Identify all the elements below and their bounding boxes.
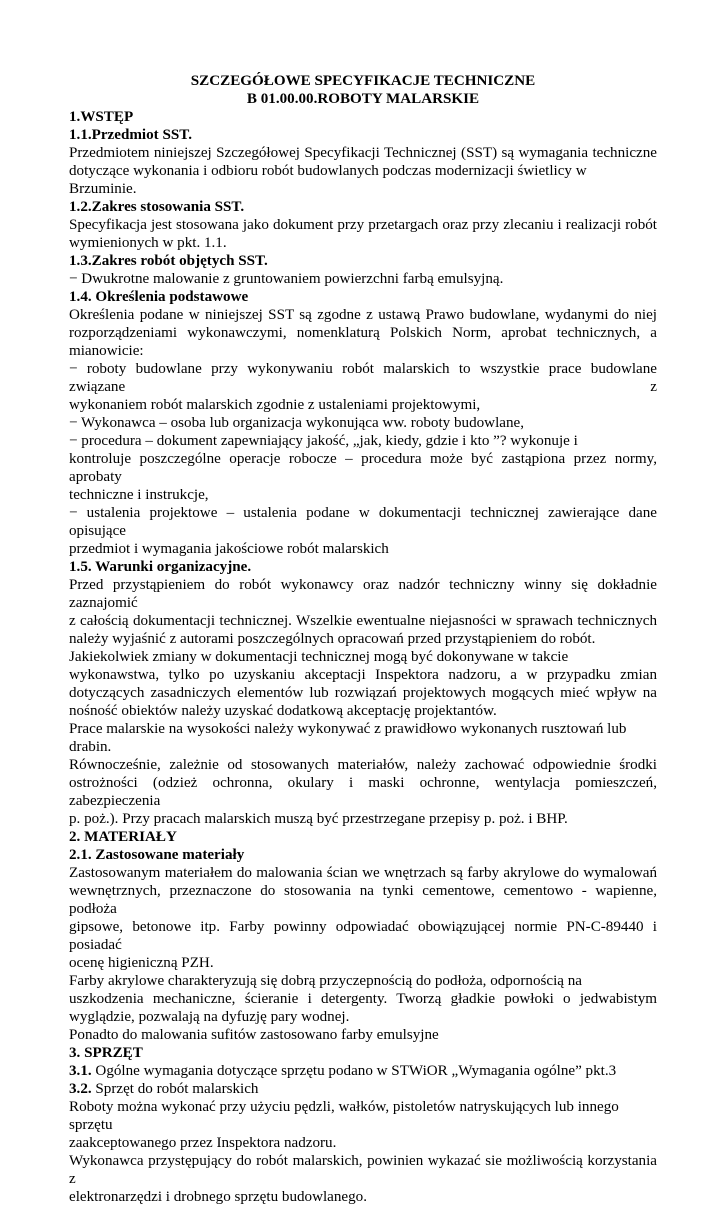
- section-1-4-line: techniczne i instrukcje,: [69, 487, 209, 503]
- section-1-4-line: mianowicie:: [69, 343, 144, 359]
- section-3-heading: 3. SPRZĘT: [69, 1045, 143, 1061]
- document-title-line-1: SZCZEGÓŁOWE SPECYFIKACJE TECHNICZNE: [190, 73, 536, 89]
- document-title-line-2: B 01.00.00.ROBOTY MALARSKIE: [246, 91, 480, 107]
- section-2-1-line: gipsowe, betonowe itp. Farby powinny odpowiadać obowiązującej normie PN-C-89440 i posiadać: [69, 919, 657, 953]
- section-3-1-line: [69, 1062, 657, 1080]
- section-1-5-line: Prace malarskie na wysokości należy wykonywać z prawidłowo wykonanych rusztowań lub drabin.: [69, 721, 627, 755]
- section-1-5-line: Przed przystąpieniem do robót wykonawcy oraz nadzór techniczny winny się dokładnie zaznajomić: [69, 577, 657, 611]
- section-1-4-line: kontroluje poszczególne operacje robocze – procedura może być zastąpiona przez normy, aprobaty: [69, 451, 657, 485]
- section-1-5-line: z całością dokumentacji technicznej. Wszelkie ewentualne niejasności w sprawach technicznych: [69, 613, 657, 629]
- section-1-5-line: p. poż.). Przy pracach malarskich muszą być przestrzegane przepisy p. poż. i BHP.: [69, 811, 568, 827]
- section-1-1-heading: 1.1.Przedmiot SST.: [69, 127, 192, 143]
- section-1-4-line: Określenia podane w niniejszej SST są zgodne z ustawą Prawo budowlane, wydanymi do niej: [69, 307, 657, 323]
- section-2-1-line: wyglądzie, pozwalają na dyfuzję pary wodnej.: [69, 1009, 350, 1025]
- section-2-1-line: ocenę higieniczną PZH.: [69, 955, 214, 971]
- section-1-5-line: dotyczących zasadniczych elementów lub rozwiązań projektowych mogących mieć wpływ na: [69, 685, 657, 701]
- section-1-heading: 1.WSTĘP: [69, 109, 134, 125]
- section-3-2-number: 3.2.: [69, 1081, 92, 1097]
- section-2-1-line: Farby akrylowe charakteryzują się dobrą przyczepnością do podłoża, odpornością na: [69, 973, 582, 989]
- section-1-4-line: − ustalenia projektowe – ustalenia podane w dokumentacji technicznej zawierające dane opisujące: [69, 505, 657, 539]
- section-3-2-text: Sprzęt do robót malarskich: [91, 1081, 259, 1097]
- section-3-1-text: Ogólne wymagania dotyczące sprzętu podano w STWiOR „Wymagania ogólne” pkt.3: [91, 1063, 617, 1079]
- section-1-4-line: − Wykonawca – osoba lub organizacja wykonująca ww. roboty budowlane,: [69, 415, 524, 431]
- section-1-4-line: − procedura – dokument zapewniający jakość, „jak, kiedy, gdzie i kto ”? wykonuje i: [69, 433, 578, 449]
- section-1-4-line: rozporządzeniami wykonawczymi, nomenklaturą Polskich Norm, aprobat technicznych, a: [69, 325, 657, 341]
- section-2-heading: 2. MATERIAŁY: [69, 829, 177, 845]
- section-1-3-line: − Dwukrotne malowanie z gruntowaniem powierzchni farbą emulsyjną.: [69, 271, 504, 287]
- section-1-4-heading: 1.4. Określenia podstawowe: [69, 289, 249, 305]
- section-3-2-body-line: Wykonawca przystępujący do robót malarskich, powinien wykazać sie możliwością korzystania z: [69, 1153, 657, 1187]
- section-1-2-line: Specyfikacja jest stosowana jako dokument przy przetargach oraz przy zlecaniu i realizacji robót: [69, 217, 657, 233]
- section-3-1-number: 3.1.: [69, 1063, 92, 1079]
- section-1-4-line: wykonaniem robót malarskich zgodnie z ustaleniami projektowymi,: [69, 397, 481, 413]
- section-1-3-heading: 1.3.Zakres robót objętych SST.: [69, 253, 268, 269]
- section-2-1-line: wewnętrznych, przeznaczone do stosowania na tynki cementowe, cementowo - wapienne, podłoża: [69, 883, 657, 917]
- section-1-1-line: dotyczące wykonania i odbioru robót budowlanych podczas modernizacji świetlicy w Brzuminie.: [69, 163, 587, 197]
- section-1-5-heading: 1.5. Warunki organizacyjne.: [69, 559, 252, 575]
- section-3-2-line: [69, 1080, 657, 1098]
- section-2-1-line: uszkodzenia mechaniczne, ścieranie i detergenty. Tworzą gładkie powłoki o jedwabistym: [69, 991, 657, 1007]
- section-1-2-line: wymienionych w pkt. 1.1.: [69, 235, 227, 251]
- section-2-1-line: Ponadto do malowania sufitów zastosowano farby emulsyjne: [69, 1027, 439, 1043]
- section-1-5-line: Równocześnie, zależnie od stosowanych materiałów, należy zachować odpowiednie środki: [69, 757, 657, 773]
- section-1-1-line: Przedmiotem niniejszej Szczegółowej Specyfikacji Technicznej (SST) są wymagania techniczne: [69, 145, 657, 161]
- section-3-2-body-line: Roboty można wykonać przy użyciu pędzli, wałków, pistoletów natryskujących lub innego sprzętu: [69, 1099, 619, 1133]
- section-1-4-line: − roboty budowlane przy wykonywaniu robót malarskich to wszystkie prace budowlane związane z: [69, 361, 657, 395]
- section-1-5-line: należy wyjaśnić z autorami poszczególnych opracowań przed przystąpieniem do robót.: [69, 631, 596, 647]
- section-1-5-line: Jakiekolwiek zmiany w dokumentacji technicznej mogą być dokonywane w takcie: [69, 649, 569, 665]
- section-3-2-body-line: elektronarzędzi i drobnego sprzętu budowlanego.: [69, 1189, 367, 1205]
- section-1-2-heading: 1.2.Zakres stosowania SST.: [69, 199, 245, 215]
- section-3-2-body-line: zaakceptowanego przez Inspektora nadzoru.: [69, 1135, 337, 1151]
- section-1-4-line: przedmiot i wymagania jakościowe robót malarskich: [69, 541, 389, 557]
- section-1-5-line: wykonawstwa, tylko po uzyskaniu akceptacji Inspektora nadzoru, a w przypadku zmian: [69, 667, 657, 683]
- section-1-5-line: nośność obiektów należy uzyskać dodatkową akceptację projektantów.: [69, 703, 497, 719]
- section-1-5-line: ostrożności (odzież ochronna, okulary i maski ochronne, wentylacja pomieszczeń, zabezpieczenia: [69, 775, 657, 809]
- section-2-1-line: Zastosowanym materiałem do malowania ścian we wnętrzach są farby akrylowe do wymalowań: [69, 865, 657, 881]
- section-2-1-heading: 2.1. Zastosowane materiały: [69, 847, 245, 863]
